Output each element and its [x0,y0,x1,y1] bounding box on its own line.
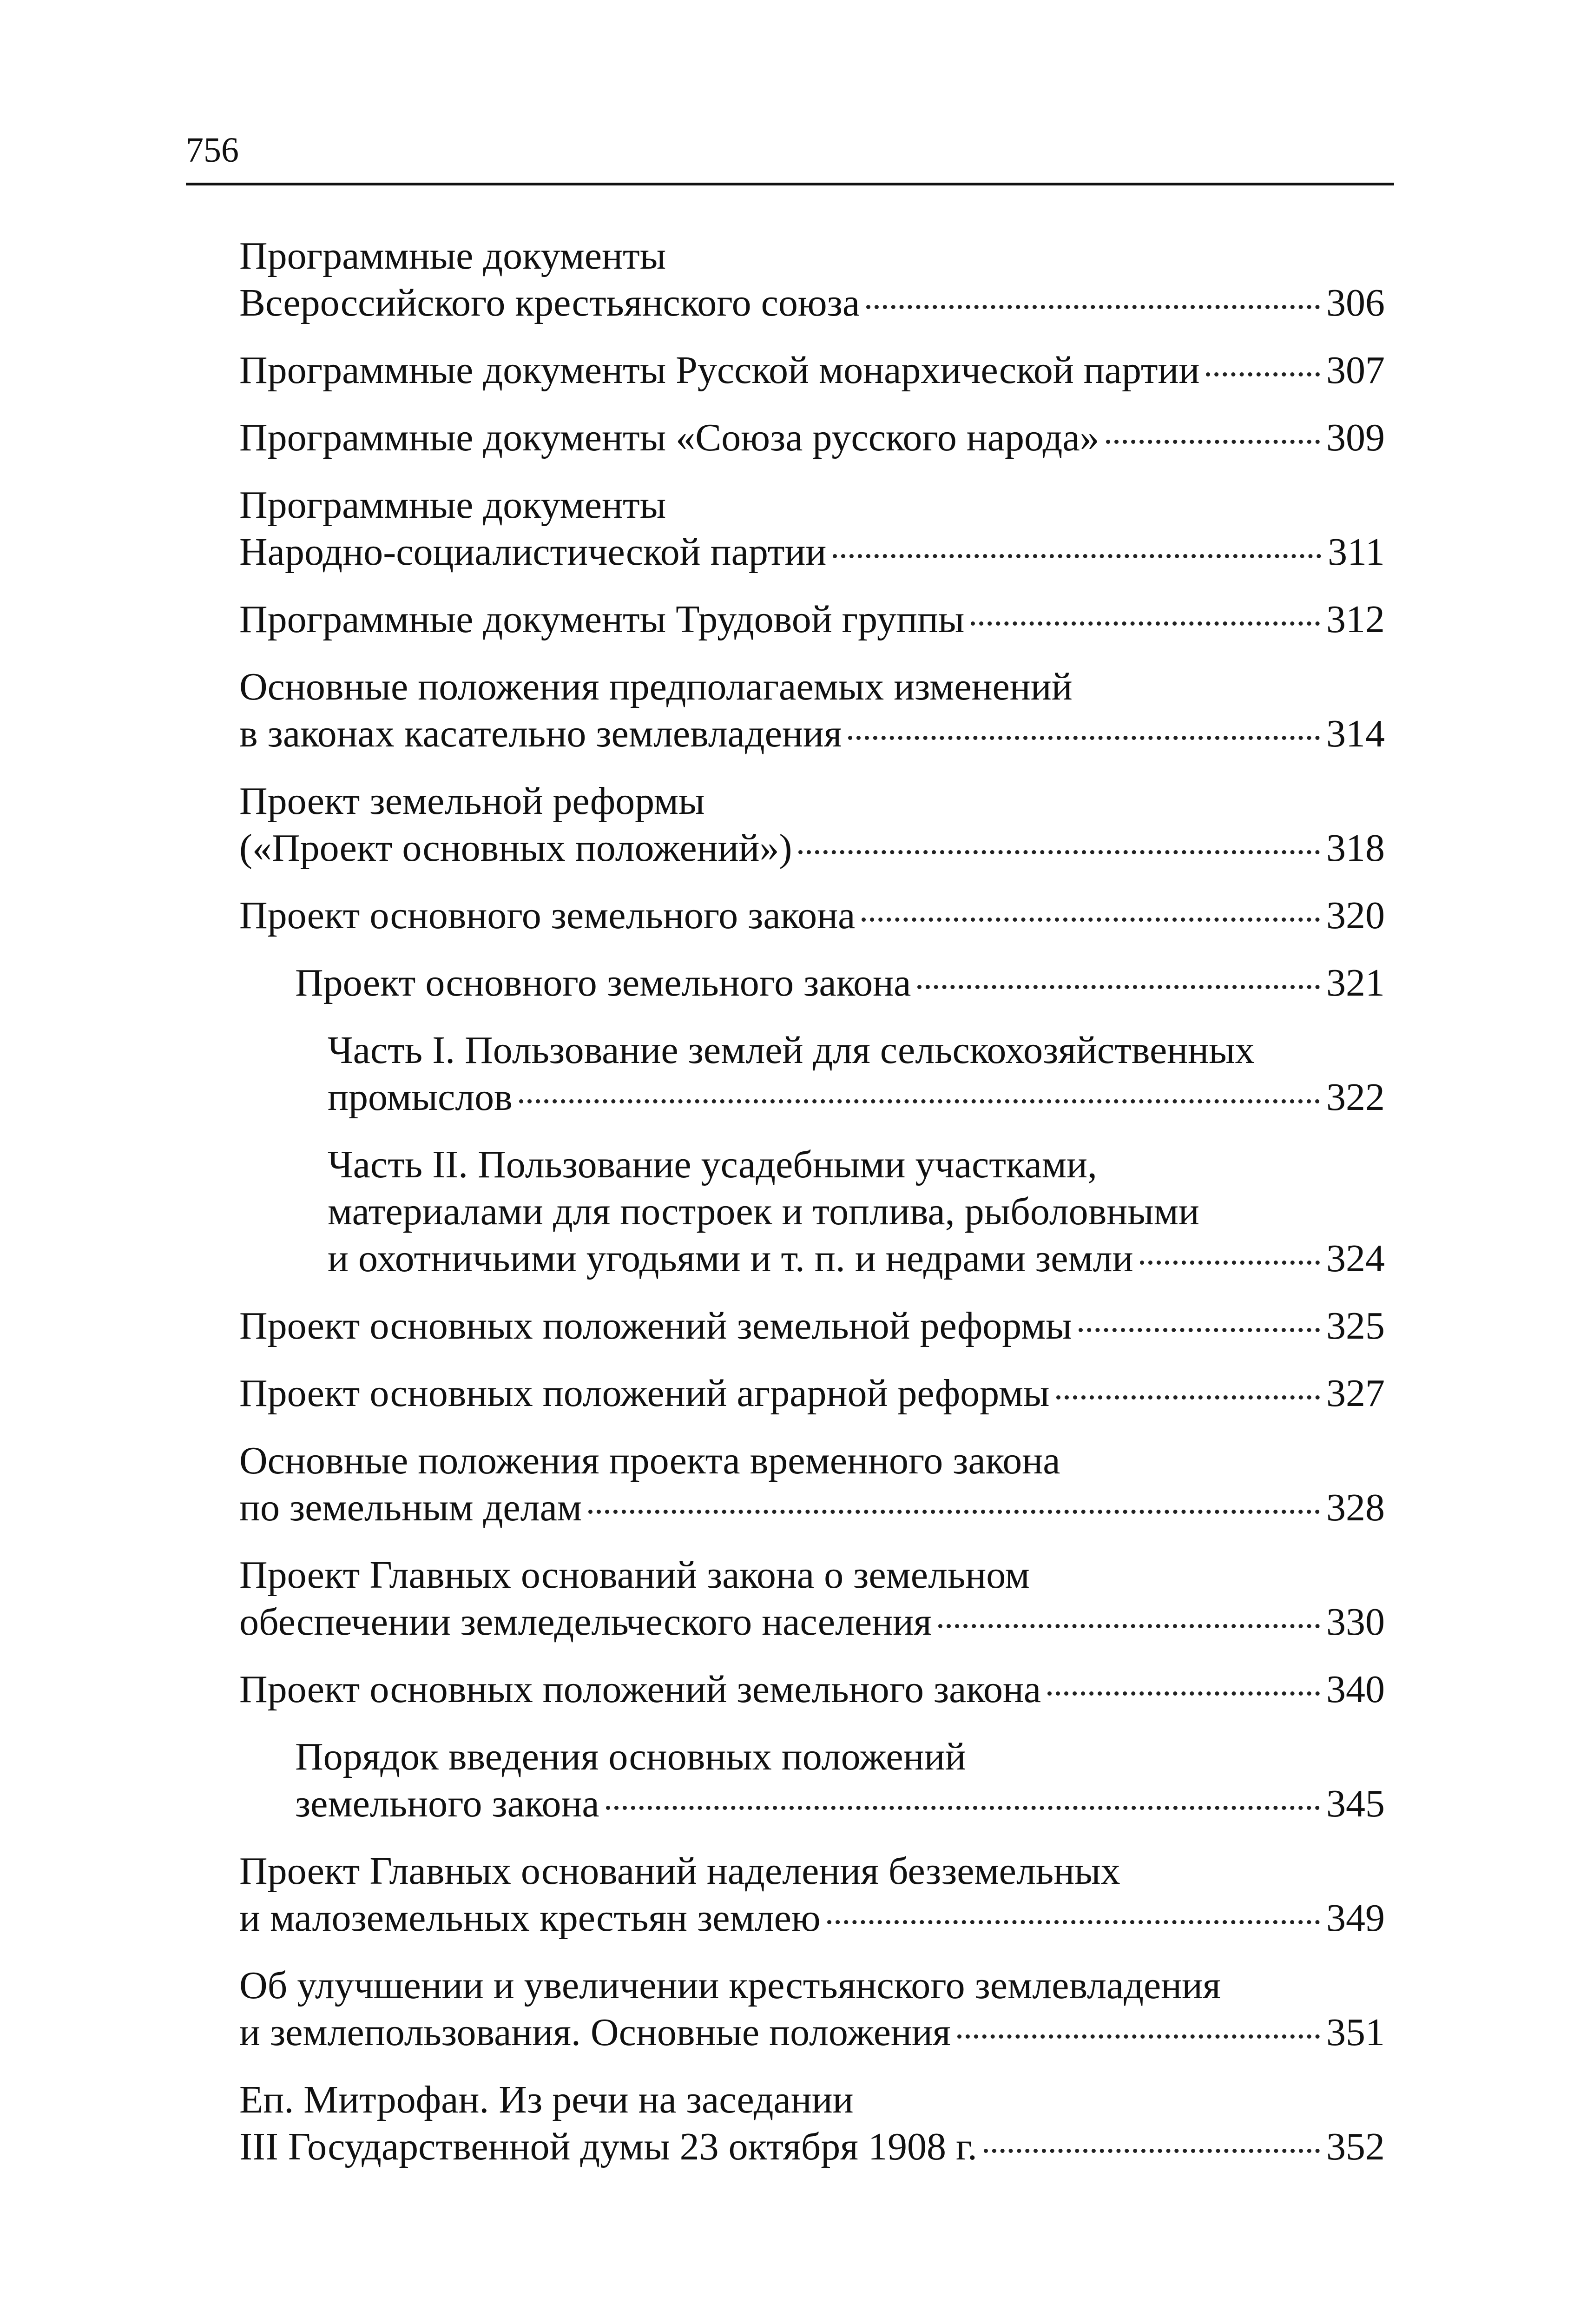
toc-entry-last-line [239,414,1385,461]
toc-entry-last-line [239,2009,1385,2056]
toc-entry [239,1302,1385,1349]
toc-entry-title-line: Программные документы Трудовой группы [239,598,965,641]
dot-leader [866,305,1320,309]
toc-entry-last-line [295,959,1385,1006]
toc-entry [239,663,1385,757]
toc-entry-title-line: Программные документы [239,483,666,527]
toc-entry-last-line [239,347,1385,394]
dot-leader [957,2034,1320,2039]
toc-entry-title-line: по земельным делам [239,1486,582,1529]
toc-entry-title-line: («Проект основных положений») [239,826,792,870]
dot-leader [917,985,1320,989]
toc-entry [239,1552,1385,1645]
toc-entry-page-number: 328 [1326,1486,1385,1529]
page-number: 756 [186,131,239,170]
toc-entry-title-line: земельного закона [295,1782,599,1825]
toc-entry-page-number: 352 [1326,2125,1385,2168]
dot-leader [848,736,1320,740]
toc-entry-title-line: и землепользования. Основные положения [239,2011,951,2054]
dot-leader [862,918,1320,922]
dot-leader [984,2149,1320,2153]
toc-entry-last-line [295,1780,1385,1827]
toc-entry-page-number: 325 [1326,1304,1385,1347]
toc-entry-page-number: 327 [1326,1372,1385,1415]
toc-entry-last-line [239,710,1385,757]
dot-leader [606,1806,1320,1810]
toc-entry-page-number: 318 [1326,826,1385,870]
dot-leader [588,1510,1320,1514]
toc-entry-page-number: 311 [1328,530,1385,574]
toc-entry-title-line: Часть I. Пользование землей для сельскохозяйственных [328,1029,1255,1072]
dot-leader [971,621,1320,626]
toc-entry [239,1370,1385,1417]
dot-leader [1140,1261,1320,1265]
toc-entry-page-number: 324 [1326,1237,1385,1280]
toc-entry-last-line [239,279,1385,326]
toc-entry-title-line: Проект основных положений аграрной реформы [239,1372,1050,1415]
toc-entry-title-line: Проект основных положений земельного закона [239,1668,1041,1711]
toc-entry [239,1666,1385,1713]
toc-entry-title-line: Основные положения предполагаемых изменений [239,665,1073,708]
toc-entry-last-line [239,1598,1385,1645]
toc-entry [239,482,1385,575]
toc-entry [239,414,1385,461]
toc-entry-title-line: Часть II. Пользование усадебными участками, [328,1143,1097,1186]
toc-entry [239,1141,1385,1282]
toc-entry-last-line [239,596,1385,643]
toc-entry-page-number: 306 [1326,281,1385,324]
toc-entry-title-line: Программные документы [239,234,666,277]
toc-entry-title-line: Проект основного земельного закона [295,961,911,1004]
toc-entry [239,959,1385,1006]
toc-entry-title-line: Об улучшении и увеличении крестьянского землевладения [239,1964,1221,2007]
toc-entry-title-line: Проект Главных оснований закона о земельном [239,1553,1030,1597]
dot-leader [938,1624,1320,1628]
dot-leader [1079,1328,1320,1332]
dot-leader [1056,1395,1320,1400]
toc-entry [239,1848,1385,1941]
header-rule [186,183,1394,185]
toc-entry [239,1962,1385,2056]
toc-entry [239,1027,1385,1121]
toc-entry-title-line: Проект основного земельного закона [239,894,856,937]
dot-leader [1206,372,1320,376]
toc-entry-title-line: в законах касательно землевладения [239,712,842,755]
toc-entry-last-line [239,825,1385,872]
toc-entry [239,1733,1385,1827]
toc-entry-last-line [239,2123,1385,2170]
toc-entry-title-line: Еп. Митрофан. Из речи на заседании [239,2078,854,2121]
toc-entry-last-line [239,528,1385,575]
toc-entry-title-line: Всероссийского крестьянского союза [239,281,860,324]
toc-entry-page-number: 320 [1326,894,1385,937]
toc-entry-page-number: 312 [1326,598,1385,641]
toc-entry [239,596,1385,643]
toc-entry-page-number: 314 [1326,712,1385,755]
toc-entry-last-line [239,1484,1385,1531]
toc-entry-title-line: Основные положения проекта временного закона [239,1439,1060,1482]
toc-entry-last-line [239,1302,1385,1349]
toc-entry [239,2076,1385,2170]
toc-entry-last-line [239,1666,1385,1713]
toc-entry-page-number: 309 [1326,416,1385,459]
toc-entry-page-number: 330 [1326,1600,1385,1644]
toc-entry-title-line: Проект Главных оснований наделения безземельных [239,1849,1120,1893]
toc-entry-last-line [239,1895,1385,1941]
toc-entry [239,892,1385,939]
toc-entry-title-line: III Государственной думы 23 октября 1908 г. [239,2125,977,2168]
dot-leader [1106,440,1320,444]
toc-entry-title-line: обеспечении земледельческого населения [239,1600,932,1644]
toc-entry [239,778,1385,872]
toc-entry [239,232,1385,326]
toc-entry-title-line: материалами для построек и топлива, рыболовными [328,1190,1199,1233]
dot-leader [798,850,1320,854]
dot-leader [1047,1691,1320,1696]
toc-entry-last-line [328,1235,1385,1282]
toc-entry-page-number: 340 [1326,1668,1385,1711]
toc-entry-page-number: 321 [1326,961,1385,1004]
toc-entry-title-line: и охотничьими угодьями и т. п. и недрами земли [328,1237,1133,1280]
toc-entry-title-line: Народно-социалистической партии [239,530,827,574]
toc-entry-title-line: промыслов [328,1076,513,1119]
toc-entry [239,1437,1385,1531]
toc-entry-page-number: 351 [1326,2011,1385,2054]
toc-entry-page-number: 322 [1326,1076,1385,1119]
toc-entry-last-line [239,892,1385,939]
dot-leader [833,554,1321,558]
toc-entry-page-number: 349 [1326,1896,1385,1940]
table-of-contents [239,232,1385,2191]
toc-entry-last-line [328,1074,1385,1121]
toc-entry-title-line: Порядок введения основных положений [295,1735,966,1778]
toc-entry-title-line: Проект земельной реформы [239,779,705,823]
toc-entry-last-line [239,1370,1385,1417]
toc-entry [239,347,1385,394]
toc-entry-title-line: Программные документы «Союза русского народа» [239,416,1099,459]
toc-entry-title-line: Программные документы Русской монархической партии [239,349,1200,392]
toc-entry-title-line: и малоземельных крестьян землею [239,1896,821,1940]
toc-entry-page-number: 345 [1326,1782,1385,1825]
toc-entry-page-number: 307 [1326,349,1385,392]
dot-leader [827,1920,1320,1924]
toc-entry-title-line: Проект основных положений земельной реформы [239,1304,1072,1347]
dot-leader [519,1099,1320,1103]
